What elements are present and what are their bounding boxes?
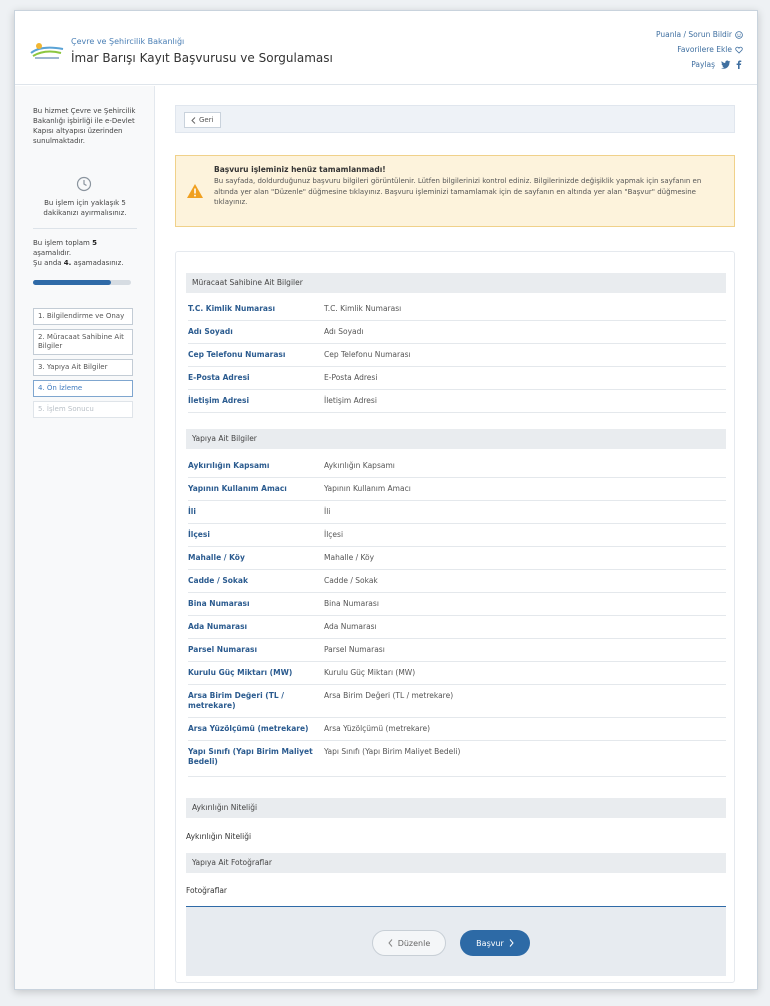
step-progress-fill (33, 280, 111, 285)
row-label: Mahalle / Köy (188, 553, 245, 562)
table-row (188, 662, 726, 685)
row-label: Yapının Kullanım Amacı (188, 484, 287, 493)
row-value: Yapı Sınıfı (Yapı Birim Maliyet Bedeli) (324, 747, 461, 756)
row-value: Aykırılığın Kapsamı (324, 461, 395, 470)
row-value: İli (324, 507, 331, 516)
table-row (188, 478, 726, 501)
ministry-logo-icon (29, 37, 65, 61)
apply-button[interactable] (460, 930, 530, 956)
section-building: Yapıya Ait Bilgiler (186, 429, 726, 449)
table-row (188, 741, 726, 777)
table-row (188, 321, 726, 344)
step-3[interactable]: 3. Yapıya Ait Bilgiler (33, 359, 133, 376)
table-row (188, 639, 726, 662)
row-value: E-Posta Adresi (324, 373, 378, 382)
preview-card (175, 251, 735, 983)
row-value: T.C. Kimlik Numarası (324, 304, 402, 313)
step-4[interactable]: 4. Ön İzleme (33, 380, 133, 397)
section-nature: Aykırılığın Niteliği (186, 798, 726, 818)
back-bar (175, 105, 735, 133)
table-row (188, 593, 726, 616)
row-label: İletişim Adresi (188, 396, 250, 405)
row-label: Yapı Sınıfı (Yapı Birim Maliyet Bedeli) (188, 747, 313, 766)
row-value: İlçesi (324, 530, 344, 539)
warning-box (175, 155, 735, 227)
page-frame (14, 10, 758, 990)
chevron-right-icon (509, 939, 514, 947)
step-list (33, 308, 133, 422)
share-label: Paylaş (691, 60, 715, 69)
row-label: Arsa Birim Değeri (TL / metrekare) (188, 691, 284, 710)
smiley-icon (735, 31, 743, 39)
service-info-text: Bu hizmet Çevre ve Şehircilik Bakanlığı işbirliği ile e-Devlet Kapısı altyapısı üzerinden sunulmaktadır. (33, 107, 136, 145)
row-label: E-Posta Adresi (188, 373, 250, 382)
row-value: Adı Soyadı (324, 327, 364, 336)
steps-text-1: Bu işlem toplam (33, 239, 93, 247)
table-row (188, 570, 726, 593)
table-row (188, 616, 726, 639)
chevron-left-icon (191, 117, 196, 124)
page-title: İmar Barışı Kayıt Başvurusu ve Sorgulaması (71, 51, 333, 65)
row-value: Arsa Yüzölçümü (metrekare) (324, 724, 431, 733)
section-photos: Yapıya Ait Fotoğraflar (186, 853, 726, 873)
row-label: Bina Numarası (188, 599, 250, 608)
table-row (188, 455, 726, 478)
row-label: Arsa Yüzölçümü (metrekare) (188, 724, 309, 733)
photos-value: Fotoğraflar (186, 886, 228, 895)
table-row (188, 547, 726, 570)
table-row (188, 685, 726, 718)
section-applicant: Müracaat Sahibine Ait Bilgiler (186, 273, 726, 293)
twitter-icon[interactable] (721, 60, 731, 69)
header (15, 11, 757, 85)
table-row (188, 367, 726, 390)
duration-text: Bu işlem için yaklaşık 5 dakikanızı ayırmalısınız. (43, 199, 127, 217)
step-2[interactable]: 2. Müracaat Sahibine Ait Bilgiler (33, 329, 133, 355)
table-row (188, 718, 726, 741)
warning-text: Bu sayfada, doldurduğunuz başvuru bilgileri görüntülenir. Lütfen bilgilerinizi kontrol ediniz. Bilgilerinizde değişiklik yapmak için sayfanın en altında yer alan "Düzenle" düğmesine tıklayınız. Başvuru işleminizi tamamlamak için de sayfanın en altında yer alan "Başvur" düğmesine tıklayınız. (214, 177, 702, 206)
row-label: İlçesi (188, 530, 210, 539)
back-button[interactable] (184, 112, 221, 128)
action-bar (186, 906, 726, 976)
row-value: Yapının Kullanım Amacı (324, 484, 411, 493)
add-favorite-link[interactable] (656, 42, 743, 57)
row-label: Kurulu Güç Miktarı (MW) (188, 668, 293, 677)
row-value: Arsa Birim Değeri (TL / metrekare) (324, 691, 454, 700)
heart-icon (735, 46, 743, 54)
row-value: Mahalle / Köy (324, 553, 375, 562)
row-value: İletişim Adresi (324, 396, 377, 405)
table-row (188, 298, 726, 321)
facebook-icon[interactable] (735, 60, 743, 69)
steps-total: 5 (92, 239, 97, 247)
warning-title: Başvuru işleminiz henüz tamamlanmadı! (214, 165, 386, 174)
edit-button[interactable] (372, 930, 446, 956)
row-label: Aykırılığın Kapsamı (188, 461, 270, 470)
table-row (188, 501, 726, 524)
row-label: T.C. Kimlik Numarası (188, 304, 276, 313)
rate-report-link[interactable] (656, 27, 743, 42)
rate-report-label: Puanla / Sorun Bildir (655, 30, 732, 39)
row-label: Adı Soyadı (188, 327, 233, 336)
back-label: Geri (199, 116, 214, 124)
steps-current: 4. (63, 259, 72, 267)
header-links (656, 27, 743, 72)
row-label: Parsel Numarası (188, 645, 258, 654)
row-value: Bina Numarası (324, 599, 379, 608)
add-favorite-label: Favorilere Ekle (677, 45, 732, 54)
step-progress-bar (33, 280, 131, 285)
steps-text-3: Şu anda (33, 259, 64, 267)
row-value: Kurulu Güç Miktarı (MW) (324, 668, 416, 677)
row-label: İli (188, 507, 196, 516)
steps-text-2: aşamalıdır. (33, 249, 72, 257)
nature-value: Aykırılığın Niteliği (186, 832, 252, 841)
step-1[interactable]: 1. Bilgilendirme ve Onay (33, 308, 133, 325)
steps-info (33, 238, 137, 268)
chevron-left-icon (388, 939, 393, 947)
table-row (188, 524, 726, 547)
row-value: Parsel Numarası (324, 645, 385, 654)
sidebar-divider (33, 228, 137, 229)
table-row (188, 344, 726, 367)
steps-text-4: aşamadasınız. (71, 259, 124, 267)
row-value: Cadde / Sokak (324, 576, 378, 585)
row-label: Ada Numarası (188, 622, 248, 631)
ministry-link[interactable]: Çevre ve Şehircilik Bakanlığı (71, 37, 185, 46)
row-value: Cep Telefonu Numarası (324, 350, 411, 359)
apply-label: Başvur (476, 938, 504, 948)
row-value: Ada Numarası (324, 622, 377, 631)
clock-icon (76, 176, 92, 192)
step-5: 5. İşlem Sonucu (33, 401, 133, 418)
share-row (656, 57, 743, 72)
row-label: Cep Telefonu Numarası (188, 350, 286, 359)
edit-label: Düzenle (397, 938, 431, 948)
table-row (188, 390, 726, 413)
row-label: Cadde / Sokak (188, 576, 248, 585)
warning-icon (186, 183, 204, 199)
sidebar (15, 86, 155, 989)
